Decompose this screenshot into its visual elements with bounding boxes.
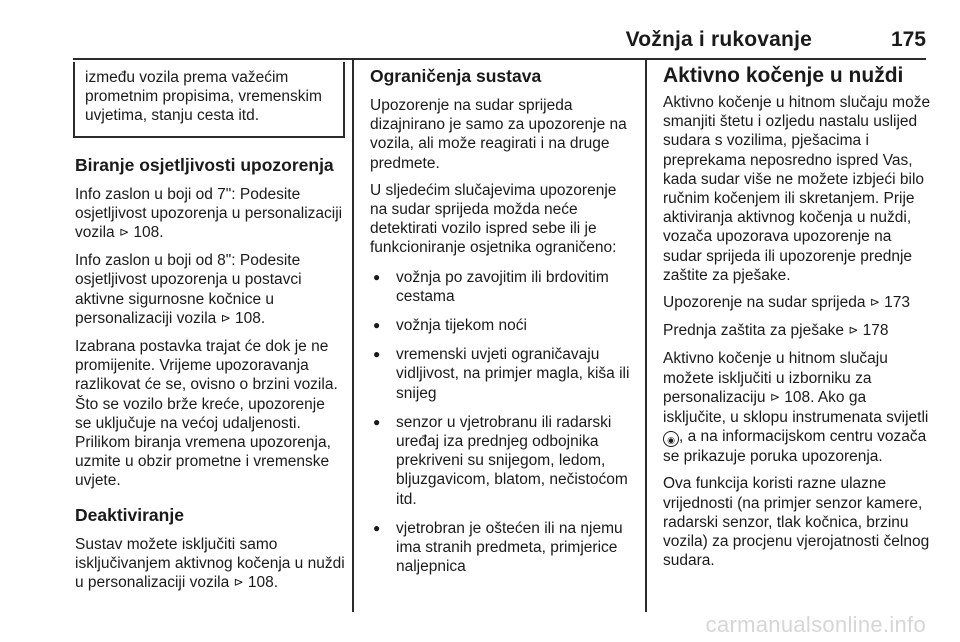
paragraph-function-inputs: Ova funkcija koristi razne ulazne vrijednosti (na primjer senzor kamere, radarski senzor, tlak kočnica, brzinu vozila) za procjenu vjerojatnosti čelnog sudara.: [663, 475, 930, 570]
paragraph-8inch-display: Info zaslon u boji od 8": Podesite osjetljivost upozorenja u postavci aktivne sigurnosne kočnice u personalizaciji vozila ⊳ 108.: [75, 252, 302, 327]
page-header-title: Vožnja i rukovanje: [625, 28, 812, 51]
page-ref-arrow-icon: ⊳: [848, 323, 859, 338]
page-number: 175: [890, 28, 926, 51]
paragraph-limits-intro: Upozorenje na sudar sprijeda dizajnirano je samo za upozorenje na vozila, ali može reagirati i na druge predmete.: [370, 97, 627, 172]
page-ref[interactable]: 108.: [784, 388, 815, 406]
column-middle: [370, 66, 635, 586]
list-item: ● vožnja po zavojitim ili brdovitim cestama: [370, 268, 635, 306]
paragraph-7inch-display: Info zaslon u boji od 7": Podesite osjetljivost upozorenja u personalizaciji vozila ⊳ 108.: [75, 185, 343, 242]
paragraph-disable-braking: Aktivno kočenje u hitnom slučaju možete isključiti u izborniku za personalizaciju ⊳ 108. Ako ga isključite, u sklopu instrumenata svijetli ◉ , a na informacijskom centru vozača se prikazuje poruka upozorenja.: [663, 350, 929, 466]
page-ref[interactable]: 108.: [133, 224, 164, 242]
collision-warning-icon: ◉: [663, 431, 679, 447]
page-ref-arrow-icon: ⊳: [769, 389, 780, 404]
list-item: ● senzor u vjetrobranu ili radarski uređaj iza prednjeg odbojnika prekriveni su snijegom, ledom, bljuzgavicom, blatom, nečistoćom itd.: [370, 413, 635, 509]
paragraph-emergency-braking-intro: Aktivno kočenje u hitnom slučaju može smanjiti štetu i ozljedu nastalu uslijed sudara s vozilima, pješacima i preprekama neposredno ispred Vas, kada sudar više ne možete izbjeći bilo ručnim kočenjem ili skretanjem. Prije aktiviranja aktivnog kočenja u nuždi, vozača upozorava upozorenje na sudar sprijeda ili upozorenje prednje zaštite za pješake.: [663, 94, 931, 284]
note-box: [73, 62, 345, 138]
column-divider-2: [645, 59, 647, 612]
paragraph-limits-cases: U sljedećim slučajevima upozorenje na sudar sprijeda možda neće detektirati vozilo ispred sebe ili je funkcioniranje osjetnika ograničeno:: [370, 181, 617, 257]
list-item: ● vožnja tijekom noći: [370, 316, 635, 335]
list-item: ● vremenski uvjeti ograničavaju vidljivost, na primjer magla, kiša ili snijeg: [370, 345, 635, 403]
limits-list: [370, 268, 635, 577]
page-ref[interactable]: 173: [884, 294, 911, 312]
page-ref-arrow-icon: ⊳: [220, 310, 231, 325]
paragraph-setting-duration: Izabrana postavka trajat će dok je ne promijenite. Vrijeme upozoravanja razlikovat će se, ovisno o brzini vozila. Što se vozilo brže kreće, upozorenje se uključuje na većoj udaljenosti. Prilikom biranja vremena upozorenja, uzmite u obzir prometne i vremenske uvjete.: [75, 338, 338, 490]
heading-warning-sensitivity: Biranje osjetljivosti upozorenja: [75, 154, 334, 175]
page-ref[interactable]: 178: [862, 322, 889, 340]
page-ref-arrow-icon: ⊳: [869, 295, 880, 310]
paragraph-ref-forward-collision: Upozorenje na sudar sprijeda ⊳ 173: [663, 294, 911, 312]
heading-system-limits: Ograničenja sustava: [370, 66, 542, 86]
column-right: [663, 64, 931, 578]
header-rule: [73, 58, 926, 60]
page-ref[interactable]: 108.: [247, 574, 279, 592]
paragraph-ref-pedestrian: Prednja zaštita za pješake ⊳ 178: [663, 322, 889, 340]
heading-emergency-braking: Aktivno kočenje u nuždi: [663, 64, 904, 87]
paragraph-deactivation: Sustav možete isključiti samo isključivanjem aktivnog kočenja u nuždi u personalizaciji vozila ⊳ 108.: [75, 535, 345, 592]
heading-deactivation: Deaktiviranje: [75, 504, 184, 525]
page-ref-arrow-icon: ⊳: [233, 575, 244, 590]
watermark: carmanualsonline.info: [705, 612, 926, 637]
list-item: ● vjetrobran je oštećen ili na njemu ima stranih predmeta, primjerice naljepnica: [370, 519, 635, 577]
note-text: između vozila prema važećim prometnim propisima, vremenskim uvjetima, stanju cesta itd.: [85, 69, 322, 125]
column-divider-1: [352, 59, 354, 612]
page-ref-arrow-icon: ⊳: [118, 225, 130, 240]
page-ref[interactable]: 108.: [234, 309, 266, 327]
column-left: [75, 62, 345, 601]
